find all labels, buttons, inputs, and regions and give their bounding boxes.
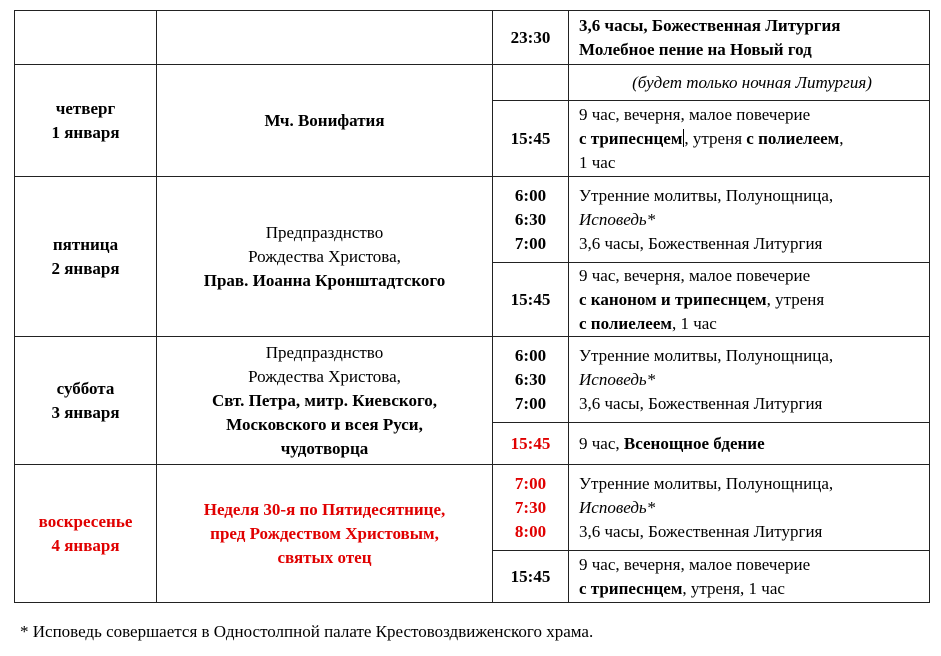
- service-line: [579, 312, 925, 336]
- service-text: , утреня: [684, 128, 747, 148]
- time-value: 8:00: [514, 521, 547, 541]
- feast-line: пред Рождеством Христовым,: [210, 523, 439, 543]
- time-cell: 23:30: [493, 11, 569, 65]
- service-text: , 1 час: [671, 313, 717, 333]
- time-value: 7:00: [514, 233, 547, 253]
- note-cell: [569, 65, 930, 101]
- time-cell: [493, 337, 569, 423]
- service-line: Исповедь*: [579, 497, 656, 517]
- service-text: ,: [839, 128, 844, 148]
- service-cell: [569, 337, 930, 423]
- service-cell: [569, 101, 930, 177]
- date: 1 января: [51, 122, 120, 142]
- service-line: 9 час, вечерня, малое повечерие: [579, 265, 811, 285]
- table-row: [15, 177, 930, 263]
- time-cell: [493, 177, 569, 263]
- time-value: 6:30: [514, 369, 547, 389]
- feast-cell: [157, 65, 493, 177]
- service-line: Утренние молитвы, Полунощница,: [579, 345, 834, 365]
- weekday: четверг: [55, 98, 116, 118]
- feast-cell: [157, 177, 493, 337]
- weekday: пятница: [52, 234, 119, 254]
- table-row: [15, 65, 930, 101]
- table-row: [15, 465, 930, 551]
- service-line: Исповедь*: [579, 369, 656, 389]
- feast-line: Московского и всея Руси,: [226, 414, 423, 434]
- service-line: 3,6 часы, Божественная Литургия: [579, 393, 823, 413]
- time-cell: 15:45: [493, 263, 569, 337]
- day-cell: [15, 177, 157, 337]
- service-cell: [569, 423, 930, 465]
- service-line: 1 час: [579, 152, 616, 172]
- time-cell: 15:45: [493, 551, 569, 603]
- footnote: * Исповедь совершается в Одностолпной палате Крестовоздвиженского храма.: [20, 622, 594, 641]
- date: 3 января: [51, 402, 120, 422]
- feast-cell: [157, 465, 493, 603]
- feast-line: Неделя 30-я по Пятидесятнице,: [203, 499, 446, 519]
- service-bold-text: с трипеснцем: [579, 578, 683, 598]
- service-line: [579, 127, 925, 151]
- time-value: 7:00: [514, 473, 547, 493]
- service-cell: [569, 263, 930, 337]
- service-line: 3,6 часы, Божественная Литургия: [579, 233, 823, 253]
- service-bold-text: с каноном и трипеснцем: [579, 289, 767, 309]
- time-value: 6:30: [514, 209, 547, 229]
- time-value: 7:00: [514, 393, 547, 413]
- service-cell: [569, 465, 930, 551]
- service-cell: [569, 551, 930, 603]
- day-cell: [15, 465, 157, 603]
- feast-line: Свт. Петра, митр. Киевского,: [212, 390, 437, 410]
- service-line: 9 час, вечерня, малое повечерие: [579, 554, 811, 574]
- service-text: , утреня: [766, 289, 825, 309]
- service-line: Утренние молитвы, Полунощница,: [579, 473, 834, 493]
- weekday: воскресенье: [38, 511, 133, 531]
- feast-line: Предпразднство: [265, 342, 384, 362]
- date: 4 января: [51, 535, 120, 555]
- service-text: , утреня, 1 час: [682, 578, 785, 598]
- day-cell: [15, 65, 157, 177]
- time-value: 7:30: [514, 497, 547, 517]
- day-cell: [15, 337, 157, 465]
- service-line: Исповедь*: [579, 209, 656, 229]
- feast-name: Мч. Вонифатия: [264, 110, 385, 130]
- service-line: [579, 577, 925, 601]
- service-line: Молебное пение на Новый год: [579, 39, 812, 59]
- service-line: Утренние молитвы, Полунощница,: [579, 185, 834, 205]
- time-cell: 15:45: [493, 423, 569, 465]
- feast-line: Рождества Христова,: [248, 366, 401, 386]
- service-cell: [569, 177, 930, 263]
- table-row: [15, 11, 930, 65]
- feast-cell: [157, 337, 493, 465]
- service-line: 3,6 часы, Божественная Литургия: [579, 521, 823, 541]
- service-cell: [569, 11, 930, 65]
- service-bold-text: с полиелеем: [579, 313, 672, 333]
- feast-line: святых отец: [277, 547, 372, 567]
- service-text: 9 час,: [579, 433, 624, 453]
- empty-feast-cell: [157, 11, 493, 65]
- time-value: 6:00: [514, 345, 547, 365]
- feast-line: Предпразднство: [265, 222, 384, 242]
- service-line: 9 час, вечерня, малое повечерие: [579, 104, 811, 124]
- feast-line: Рождества Христова,: [248, 246, 401, 266]
- table-row: [15, 337, 930, 423]
- feast-line: чудотворца: [280, 438, 369, 458]
- service-bold-text: Всенощное бдение: [623, 433, 765, 453]
- time-cell: [493, 465, 569, 551]
- service-note: (будет только ночная Литургия): [632, 72, 872, 92]
- feast-line: Прав. Иоанна Кронштадтского: [203, 270, 446, 290]
- schedule-table: [14, 10, 930, 603]
- empty-day-cell: [15, 11, 157, 65]
- date: 2 января: [51, 258, 120, 278]
- service-bold-text: с трипеснцем: [579, 128, 683, 148]
- service-line: [579, 288, 925, 312]
- time-cell: 15:45: [493, 101, 569, 177]
- service-bold-text: с полиелеем: [746, 128, 840, 148]
- empty-time-cell: [493, 65, 569, 101]
- service-line: 3,6 часы, Божественная Литургия: [579, 15, 841, 35]
- weekday: суббота: [56, 378, 115, 398]
- time-value: 6:00: [514, 185, 547, 205]
